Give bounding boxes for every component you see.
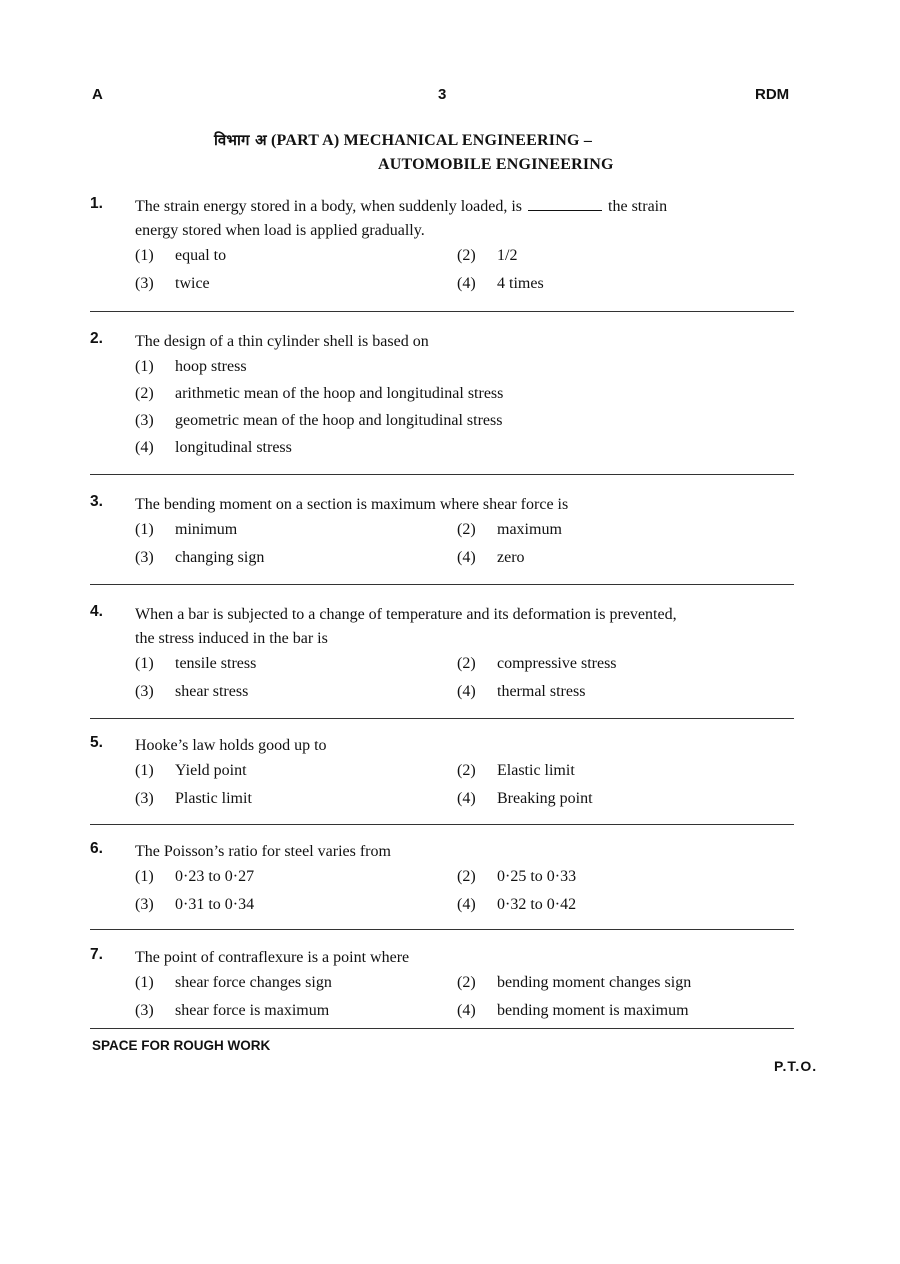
options-grid [135, 651, 794, 707]
option-number: (3) [135, 683, 154, 700]
question-text-part: When a bar is subjected to a change of temperature and its deformation is prevented, [135, 606, 677, 623]
option-4 [457, 896, 576, 914]
option-number: (3) [135, 412, 154, 429]
option-text: Breaking point [497, 790, 593, 807]
question-text-part: the stress induced in the bar is [135, 630, 328, 647]
options-list [135, 354, 794, 462]
divider [90, 1028, 794, 1029]
option-3 [135, 275, 210, 293]
question-text-part: The strain energy stored in a body, when suddenly loaded, is [135, 198, 523, 215]
divider [90, 929, 794, 930]
option-text: arithmetic mean of the hoop and longitudinal stress [175, 385, 504, 402]
option-text: minimum [175, 521, 238, 538]
option-number: (4) [457, 896, 476, 913]
option-number: (4) [135, 439, 154, 456]
option-2 [457, 974, 691, 992]
option-text: twice [175, 275, 210, 292]
option-number: (3) [135, 790, 154, 807]
section-title-english: (PART A) MECHANICAL ENGINEERING – [271, 132, 593, 149]
paper-code: RDM [755, 86, 790, 103]
option-number: (1) [135, 247, 154, 264]
question-text: Hooke’s law holds good up to [135, 737, 327, 754]
option-text: 0·25 to 0·33 [497, 868, 577, 885]
section-title-line2: AUTOMOBILE ENGINEERING [378, 156, 614, 173]
option-text: shear force is maximum [175, 1002, 330, 1019]
option-1 [135, 762, 247, 780]
option-text: 4 times [497, 275, 544, 292]
option-number: (3) [135, 1002, 154, 1019]
option-text: 0·23 to 0·27 [175, 868, 255, 885]
question-number: 2. [90, 330, 103, 347]
option-text: 0·32 to 0·42 [497, 896, 577, 913]
option-number: (2) [457, 868, 476, 885]
option-number: (2) [457, 521, 476, 538]
option-text: 1/2 [497, 247, 518, 264]
option-number: (1) [135, 762, 154, 779]
option-number: (4) [457, 1002, 476, 1019]
option-number: (2) [457, 974, 476, 991]
option-2 [457, 655, 617, 673]
option-text: Plastic limit [175, 790, 252, 807]
fill-blank [528, 196, 602, 211]
option-3 [135, 412, 502, 430]
question-number: 1. [90, 195, 103, 212]
section-title-hindi: विभाग अ [214, 131, 267, 149]
option-1 [135, 247, 226, 265]
question-text: The bending moment on a section is maximum where shear force is [135, 496, 569, 513]
question-text: The design of a thin cylinder shell is based on [135, 333, 429, 350]
option-1 [135, 358, 247, 376]
option-1 [135, 655, 256, 673]
option-number: (2) [457, 655, 476, 672]
option-text: bending moment is maximum [497, 1002, 689, 1019]
option-3 [135, 549, 264, 567]
option-2 [457, 521, 562, 539]
option-4 [457, 683, 585, 701]
option-1 [135, 868, 254, 886]
option-3 [135, 1002, 329, 1020]
option-2 [135, 385, 503, 403]
page-number: 3 [438, 86, 447, 103]
question-text-part: energy stored when load is applied gradually. [135, 222, 425, 239]
option-text: shear stress [175, 683, 249, 700]
option-1 [135, 521, 237, 539]
question-number: 6. [90, 840, 103, 857]
option-text: thermal stress [497, 683, 586, 700]
option-number: (2) [457, 762, 476, 779]
question-3 [90, 493, 794, 573]
option-text: hoop stress [175, 358, 247, 375]
question-number: 7. [90, 946, 103, 963]
question-5 [90, 734, 794, 814]
option-number: (3) [135, 275, 154, 292]
option-3 [135, 790, 252, 808]
option-4 [135, 439, 292, 457]
options-grid [135, 970, 794, 1026]
option-4 [457, 549, 525, 567]
question-text-part: the strain [608, 198, 668, 215]
option-number: (2) [457, 247, 476, 264]
question-number: 4. [90, 603, 103, 620]
option-4 [457, 275, 544, 293]
question-text [135, 195, 794, 243]
option-number: (3) [135, 549, 154, 566]
option-text: shear force changes sign [175, 974, 332, 991]
question-4 [90, 603, 794, 707]
options-grid [135, 517, 794, 573]
option-3 [135, 683, 248, 701]
option-number: (4) [457, 683, 476, 700]
booklet-series: A [92, 86, 103, 103]
option-number: (1) [135, 655, 154, 672]
option-text: zero [497, 549, 525, 566]
option-4 [457, 1002, 689, 1020]
option-2 [457, 868, 576, 886]
option-1 [135, 974, 332, 992]
option-2 [457, 247, 517, 265]
option-text: bending moment changes sign [497, 974, 692, 991]
question-6 [90, 840, 794, 920]
question-1 [90, 195, 794, 299]
option-3 [135, 896, 254, 914]
option-text: tensile stress [175, 655, 257, 672]
section-title-line1 [214, 130, 592, 150]
option-text: Elastic limit [497, 762, 575, 779]
divider [90, 311, 794, 312]
option-number: (4) [457, 549, 476, 566]
option-2 [457, 762, 575, 780]
option-number: (3) [135, 896, 154, 913]
divider [90, 718, 794, 719]
question-text [135, 603, 794, 651]
divider [90, 584, 794, 585]
option-4 [457, 790, 593, 808]
option-number: (4) [457, 790, 476, 807]
option-text: longitudinal stress [175, 439, 292, 456]
option-text: changing sign [175, 549, 265, 566]
option-number: (1) [135, 868, 154, 885]
option-number: (1) [135, 358, 154, 375]
option-number: (2) [135, 385, 154, 402]
option-text: maximum [497, 521, 562, 538]
question-number: 3. [90, 493, 103, 510]
option-number: (1) [135, 521, 154, 538]
option-text: compressive stress [497, 655, 617, 672]
option-number: (1) [135, 974, 154, 991]
option-number: (4) [457, 275, 476, 292]
option-text: Yield point [175, 762, 247, 779]
question-text: The point of contraflexure is a point where [135, 949, 410, 966]
divider [90, 824, 794, 825]
options-grid [135, 758, 794, 814]
question-7 [90, 946, 794, 1026]
divider [90, 474, 794, 475]
option-text: equal to [175, 247, 227, 264]
options-grid [135, 243, 794, 299]
question-number: 5. [90, 734, 103, 751]
question-2 [90, 330, 794, 462]
question-text: The Poisson’s ratio for steel varies from [135, 843, 391, 860]
rough-work-label: SPACE FOR ROUGH WORK [92, 1038, 271, 1053]
options-grid [135, 864, 794, 920]
option-text: geometric mean of the hoop and longitudinal stress [175, 412, 503, 429]
pto-label: P.T.O. [774, 1058, 818, 1074]
option-text: 0·31 to 0·34 [175, 896, 255, 913]
